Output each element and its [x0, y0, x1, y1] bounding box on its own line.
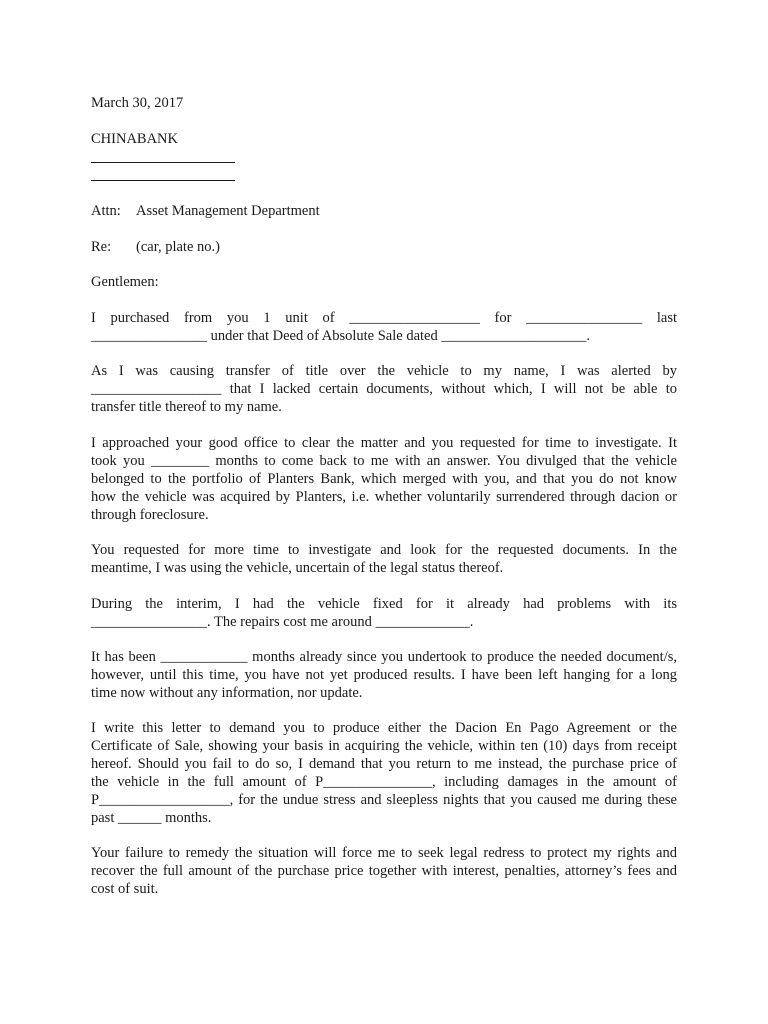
paragraph-line: It has been ____________ months already since you undertook to produce the needed document/s, [91, 649, 677, 665]
paragraph-line: the vehicle in the full amount of P_______________, including damages in the amount of [91, 774, 677, 790]
paragraph-line: I write this letter to demand you to produce either the Dacion En Pago Agreement or the [91, 720, 677, 736]
paragraph-7 [91, 719, 677, 827]
paragraph-line: recover the full amount of the purchase price together with interest, penalties, attorney’s fees and [91, 863, 677, 879]
paragraph-5 [91, 595, 677, 631]
salutation: Gentlemen: [91, 274, 159, 290]
re-line [91, 238, 677, 256]
paragraph-8 [91, 844, 677, 898]
paragraph-line: I approached your good office to clear the matter and you requested for time to investigate. It [91, 435, 677, 451]
paragraph-6 [91, 648, 677, 702]
paragraph-line: I purchased from you 1 unit of __________________ for ________________ last [91, 310, 677, 326]
paragraph-line: through foreclosure. [91, 507, 209, 523]
attn-line [91, 202, 677, 220]
paragraph-line: however, until this time, you have not yet produced results. I have been left hanging for a long [91, 667, 677, 683]
attn-value: Asset Management Department [136, 203, 320, 219]
paragraph-3 [91, 434, 677, 524]
paragraph-line: Your failure to remedy the situation will force me to seek legal redress to protect my rights and [91, 845, 677, 861]
paragraph-line: transfer title thereof to my name. [91, 399, 282, 415]
attn-label: Attn: [91, 203, 121, 219]
paragraph-line: how the vehicle was acquired by Planters, i.e. whether voluntarily surrendered through dacion or [91, 489, 677, 505]
paragraph-line: hereof. Should you fail to do so, I demand that you return to me instead, the purchase price of [91, 756, 677, 772]
paragraph-line: meantime, I was using the vehicle, uncertain of the legal status thereof. [91, 560, 504, 576]
paragraph-2 [91, 362, 677, 416]
paragraph-line: past ______ months. [91, 810, 212, 826]
re-value: (car, plate no.) [136, 239, 220, 255]
paragraph-4 [91, 541, 677, 577]
paragraph-line: ________________. The repairs cost me around _____________. [91, 614, 474, 630]
paragraph-line: __________________ that I lacked certain documents, without which, I will not be able to [91, 381, 677, 397]
address-blank-line-1 [91, 147, 677, 163]
paragraph-line: belonged to the portfolio of Planters Bank, which merged with you, and that you do not know [91, 471, 677, 487]
paragraph-line: You requested for more time to investigate and look for the requested documents. In the [91, 542, 677, 558]
paragraph-line: ________________ under that Deed of Absolute Sale dated ____________________. [91, 328, 590, 344]
paragraph-line: During the interim, I had the vehicle fixed for it already had problems with its [91, 596, 677, 612]
address-blank-line-2 [91, 165, 677, 181]
re-label: Re: [91, 239, 112, 255]
paragraph-line: time now without any information, nor update. [91, 685, 363, 701]
paragraph-line: P__________________, for the undue stress and sleepless nights that you caused me during these [91, 792, 677, 808]
addressee-name: CHINABANK [91, 131, 178, 147]
paragraph-line: cost of suit. [91, 881, 159, 897]
paragraph-line: Certificate of Sale, showing your basis in acquiring the vehicle, within ten (10) days from receipt [91, 738, 677, 754]
paragraph-1 [91, 309, 677, 345]
letter-date: March 30, 2017 [91, 95, 184, 111]
paragraph-line: As I was causing transfer of title over the vehicle to my name, I was alerted by [91, 363, 677, 379]
paragraph-line: took you ________ months to come back to me with an answer. You divulged that the vehicle [91, 453, 677, 469]
